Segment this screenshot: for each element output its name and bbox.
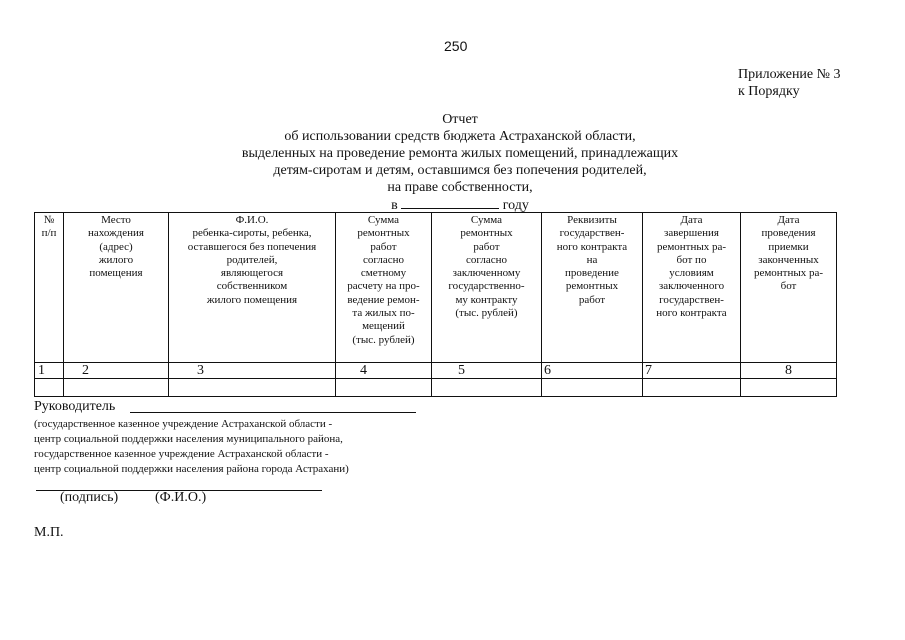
header-cell-number xyxy=(35,213,64,363)
header-text-line: сметному xyxy=(360,267,407,280)
report-title-line-2: об использовании средств бюджета Астраханской области, xyxy=(284,129,636,144)
header-text-line: Сумма xyxy=(367,214,400,226)
header-cell-acceptance-date xyxy=(741,213,837,363)
header-text xyxy=(542,214,642,307)
empty-cell xyxy=(741,379,837,397)
header-cell-estimate-sum xyxy=(336,213,432,363)
appendix-line-2: к Порядку xyxy=(738,84,800,99)
header-text-line: оставшегося без попечения xyxy=(187,240,317,253)
column-number-cell: 4 xyxy=(336,363,432,379)
header-text-line: № xyxy=(43,214,55,226)
report-title-line-1: Отчет xyxy=(442,112,478,127)
header-text xyxy=(741,214,836,294)
header-text-line: завершения xyxy=(664,227,719,240)
header-text-line: мещений xyxy=(362,320,405,333)
header-text-line: государствен- xyxy=(559,227,625,240)
header-text-line: жилого xyxy=(98,253,134,266)
organization-note-line: государственное казенное учреждение Астраханской области - xyxy=(34,448,329,460)
header-text-line: работ xyxy=(370,240,397,253)
column-number-cell: 2 xyxy=(64,363,169,379)
header-text-line: ремонтных ра- xyxy=(656,240,727,253)
fio-caption: (Ф.И.О.) xyxy=(155,490,207,505)
organization-note-line: центр социальной поддержки населения муниципального района, xyxy=(34,433,343,445)
header-text-line: Место xyxy=(101,214,131,226)
header-text-line: проведения xyxy=(761,227,816,240)
head-label: Руководитель xyxy=(34,399,116,414)
header-text-line: законченных xyxy=(758,253,819,266)
header-text-line: ребенка-сироты, ребенка, xyxy=(192,227,312,240)
header-text-line: Дата xyxy=(777,214,800,226)
header-text-line: ремонтных xyxy=(565,280,619,293)
page-number: 250 xyxy=(444,38,468,54)
empty-cell xyxy=(643,379,741,397)
header-text-line: приемки xyxy=(768,240,809,253)
organization-note-line: (государственное казенное учреждение Астраханской области - xyxy=(34,418,333,430)
header-text-line: собственником xyxy=(216,280,288,293)
organization-note xyxy=(34,417,454,477)
report-title-line-3: выделенных на проведение ремонта жилых помещений, принадлежащих xyxy=(241,146,679,161)
header-text-line: родителей, xyxy=(226,253,278,266)
header-text-line: работ xyxy=(473,240,500,253)
column-number-row xyxy=(35,363,837,379)
year-prefix: в xyxy=(391,198,398,213)
header-text-line: (тыс. рублей) xyxy=(352,333,415,346)
header-text-line: государственно- xyxy=(448,280,525,293)
header-text-line: му контракту xyxy=(455,293,518,306)
header-text-line: ремонтных xyxy=(460,227,513,240)
header-text xyxy=(643,214,740,320)
empty-cell xyxy=(542,379,643,397)
header-text-line: ведение ремон- xyxy=(347,293,420,306)
report-table xyxy=(34,212,837,397)
header-cell-completion-date xyxy=(643,213,741,363)
header-text xyxy=(336,214,431,347)
empty-cell xyxy=(336,379,432,397)
column-number-cell: 1 xyxy=(35,363,64,379)
header-text-line: та жилых по- xyxy=(352,307,415,320)
header-text-line: согласно xyxy=(466,253,507,266)
signature-caption: (подпись) xyxy=(60,490,119,505)
appendix-label xyxy=(738,66,841,100)
header-text-line: (тыс. рублей) xyxy=(455,307,518,320)
header-text-line: Сумма xyxy=(470,214,503,226)
header-cell-contract-sum xyxy=(432,213,542,363)
header-text-line: Дата xyxy=(680,214,703,226)
header-text-line: нахождения xyxy=(88,227,144,240)
header-text-line: проведение xyxy=(565,267,619,280)
header-text-line: расчету на про- xyxy=(347,280,420,293)
header-text-line: являющегося xyxy=(220,267,284,280)
header-cell-owner-name xyxy=(169,213,336,363)
appendix-line-1: Приложение № 3 xyxy=(738,67,841,82)
report-title xyxy=(150,111,770,214)
header-text-line: бот xyxy=(780,280,797,293)
organization-note-line: центр социальной поддержки населения района города Астрахани) xyxy=(34,463,349,475)
empty-cell xyxy=(169,379,336,397)
header-text xyxy=(432,214,541,320)
header-text-line: заключенному xyxy=(452,267,521,280)
header-cell-address xyxy=(64,213,169,363)
empty-cell xyxy=(64,379,169,397)
header-text-line: ремонтных xyxy=(357,227,410,240)
report-title-line-5: на праве собственности, xyxy=(387,180,533,195)
header-text-line: условиям xyxy=(669,267,714,280)
header-text xyxy=(35,214,63,241)
header-text-line: п/п xyxy=(41,227,57,240)
header-cell-contract-details xyxy=(542,213,643,363)
header-text-line: Реквизиты xyxy=(567,214,617,226)
header-text-line: ного контракта xyxy=(556,240,628,253)
head-signature-line xyxy=(130,412,416,413)
header-text-line: бот по xyxy=(676,253,707,266)
column-number-cell: 3 xyxy=(169,363,336,379)
column-number-cell: 8 xyxy=(741,363,837,379)
header-text-line: жилого помещения xyxy=(206,293,298,306)
header-text-line: помещения xyxy=(89,267,143,280)
header-text xyxy=(169,214,335,307)
header-text-line: (адрес) xyxy=(99,240,133,253)
stamp-place-label: М.П. xyxy=(34,525,64,540)
header-text-line: заключенного xyxy=(658,280,725,293)
header-text xyxy=(64,214,168,280)
column-number-cell: 7 xyxy=(643,363,741,379)
column-number-cell: 6 xyxy=(542,363,643,379)
year-blank-line xyxy=(401,196,499,209)
header-text-line: на xyxy=(586,253,598,266)
empty-data-row xyxy=(35,379,837,397)
empty-cell xyxy=(432,379,542,397)
header-text-line: согласно xyxy=(363,253,404,266)
report-title-line-4: детям-сиротам и детям, оставшимся без попечения родителей, xyxy=(273,163,647,178)
header-text-line: Ф.И.О. xyxy=(235,214,269,226)
header-text-line: ремонтных ра- xyxy=(753,267,824,280)
header-text-line: работ xyxy=(578,293,606,306)
header-text-line: государствен- xyxy=(659,293,724,306)
table-header-row xyxy=(35,213,837,363)
empty-cell xyxy=(35,379,64,397)
year-suffix: году xyxy=(502,198,529,213)
header-text-line: ного контракта xyxy=(656,307,727,320)
column-number-cell: 5 xyxy=(432,363,542,379)
